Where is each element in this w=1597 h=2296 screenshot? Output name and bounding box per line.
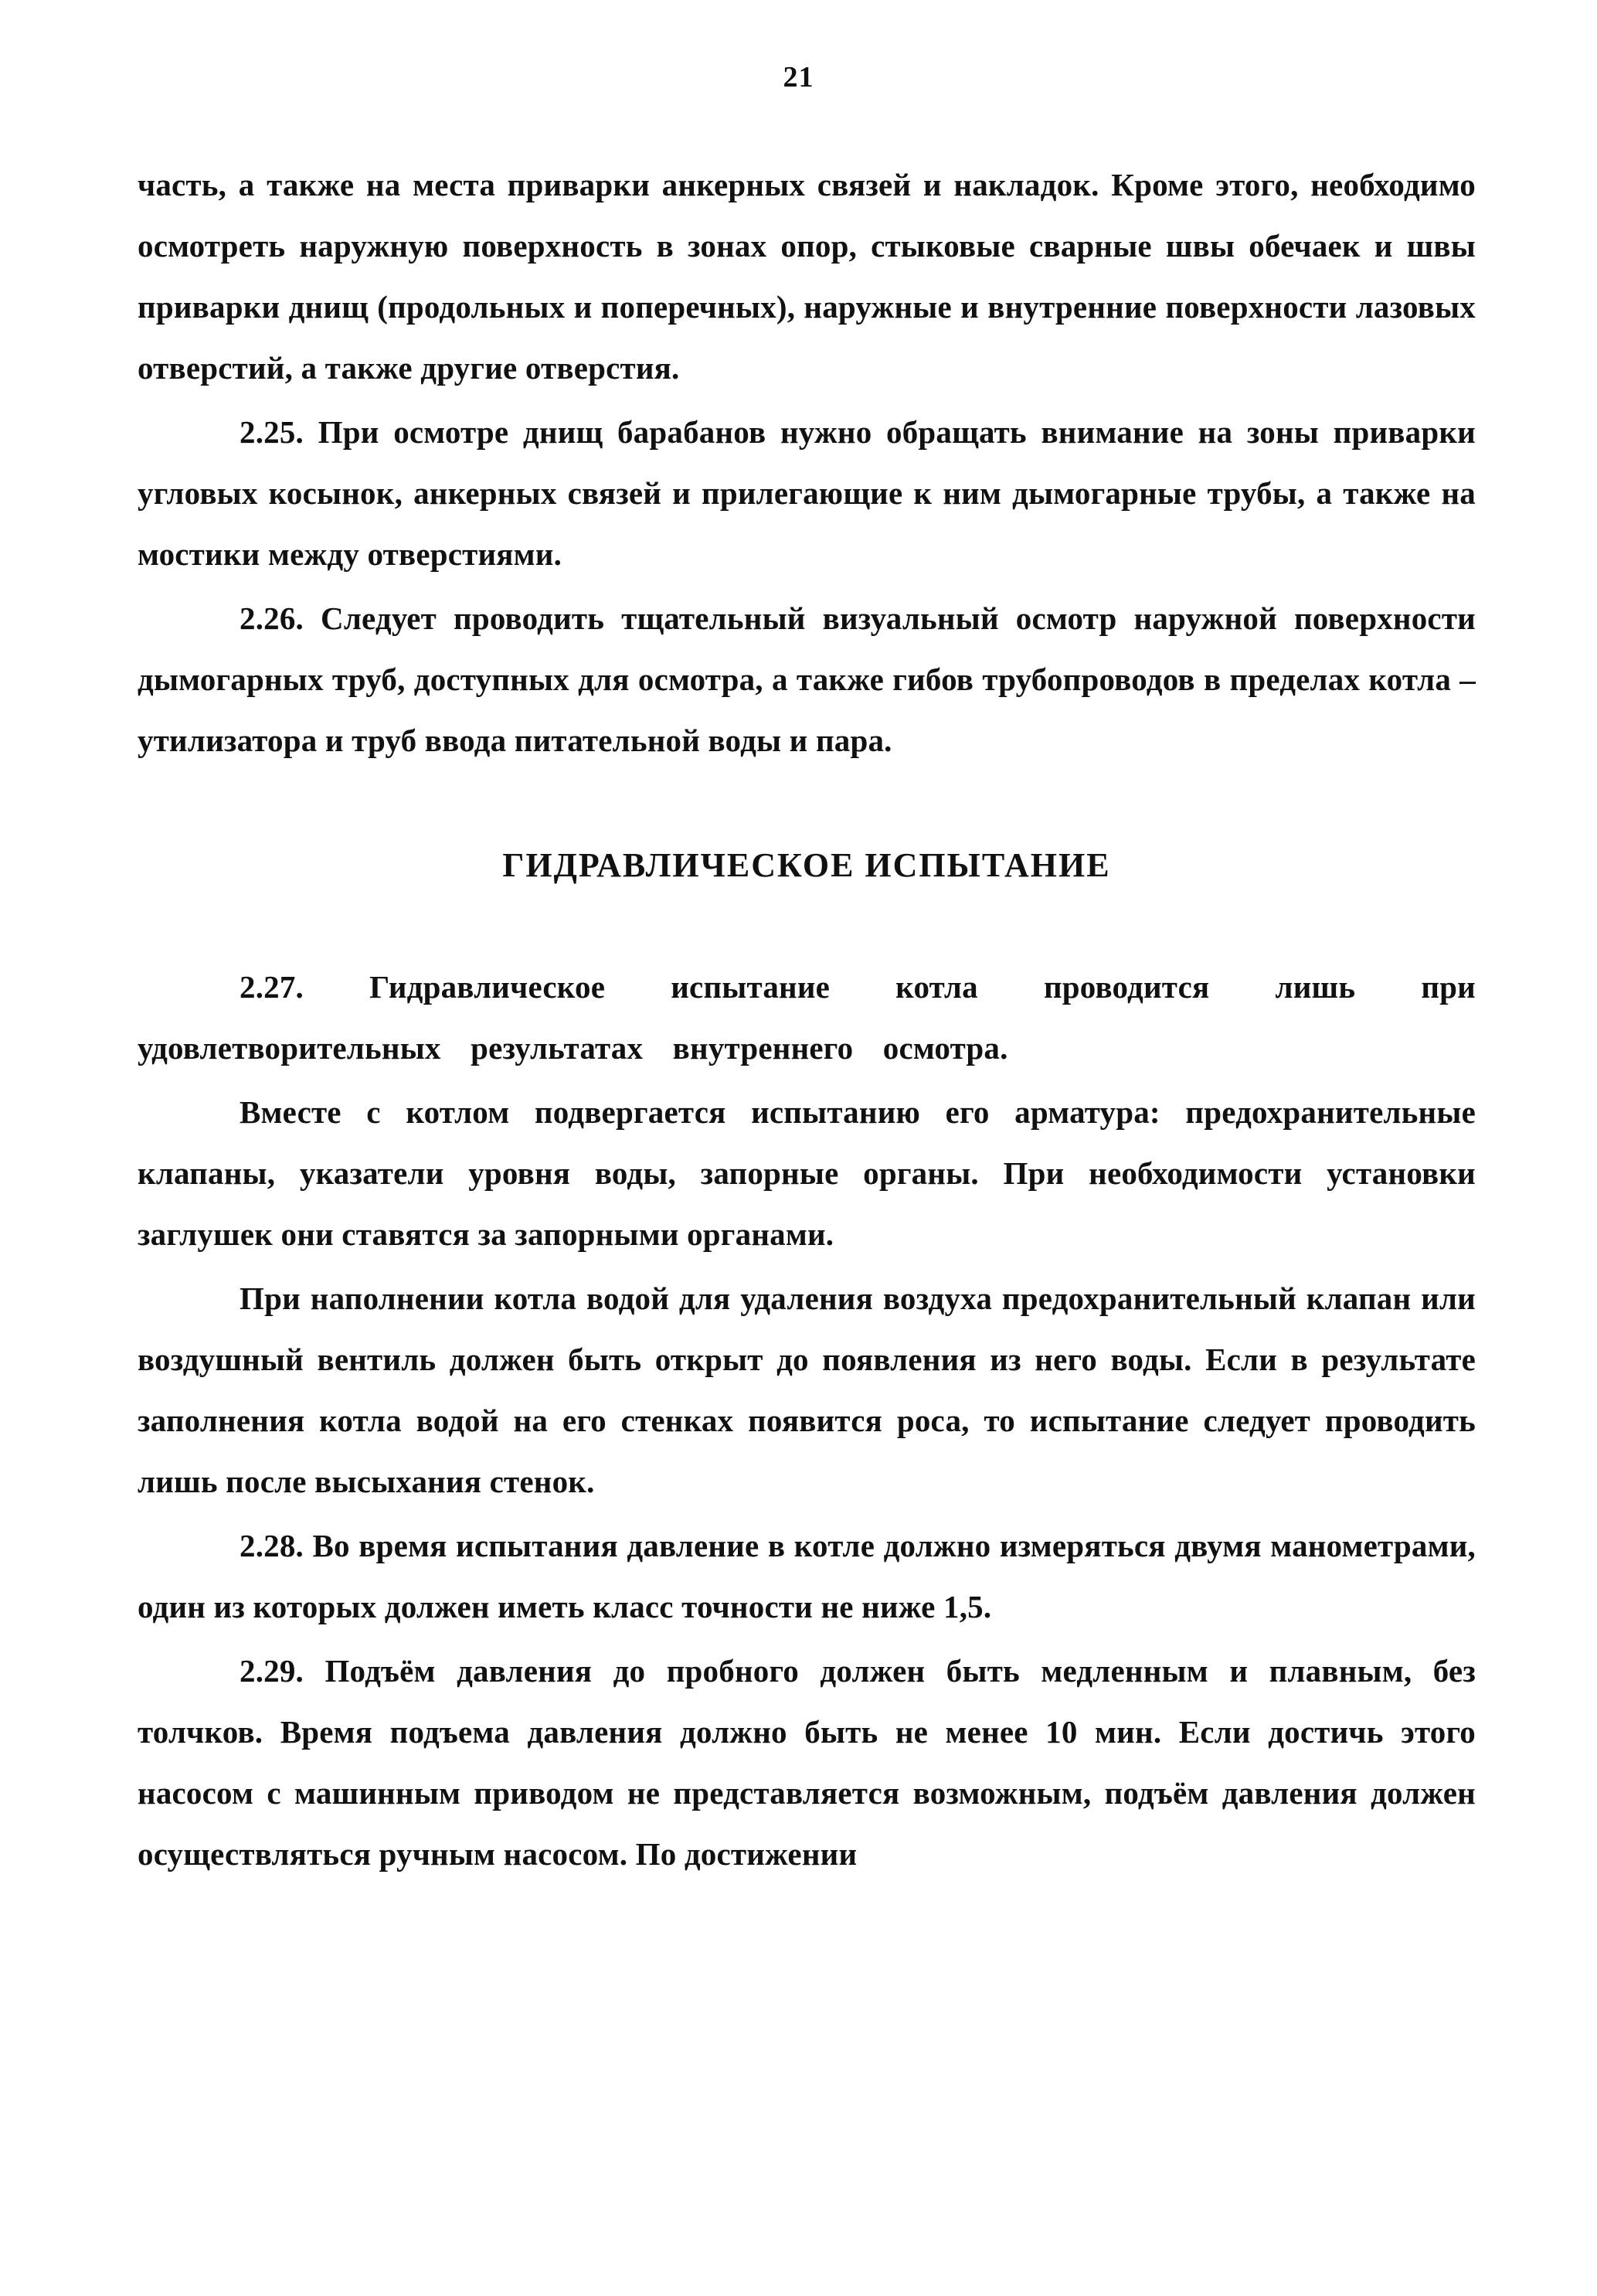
paragraph-2-27: 2.27. Гидравлическое испытание котла проводится лишь при удовлетворительных результатах внутреннего осмотра. — [138, 969, 1476, 1066]
paragraph-2-25: 2.25. При осмотре днищ барабанов нужно обращать внимание на зоны приварки угловых косынок, анкерных связей и прилегающие к ним дымогарные трубы, а также на мостики между отверстиями. — [138, 414, 1476, 572]
paragraph-armature: Вместе с котлом подвергается испытанию его арматура: предохранительные клапаны, указатели уровня воды, запорные органы. При необходимости установки заглушек они ставятся за запорными органами. — [138, 1094, 1476, 1252]
document-body — [138, 155, 1476, 1885]
section-heading: ГИДРАВЛИЧЕСКОЕ ИСПЫТАНИЕ — [502, 846, 1111, 884]
paragraph-2-26: 2.26. Следует проводить тщательный визуальный осмотр наружной поверхности дымогарных труб, доступных для осмотра, а также гибов трубопроводов в пределах котла – утилизатора и труб ввода питательной воды и пара. — [138, 600, 1476, 758]
paragraph-filling: При наполнении котла водой для удаления воздуха предохранительный клапан или воздушный вентиль должен быть открыт до появления из него воды. Если в результате заполнения котла водой на его стенках появится роса, то испытание следует проводить лишь после высыхания стенок. — [138, 1281, 1476, 1499]
page-number: 21 — [783, 61, 814, 94]
paragraph-continuation: часть, а также на места приварки анкерных связей и накладок. Кроме этого, необходимо осмотреть наружную поверхность в зонах опор, стыковые сварные швы обечаек и швы приварки днищ (продольных и поперечных), наружные и внутренние поверхности лазовых отверстий, а также другие отверстия. — [138, 167, 1476, 386]
paragraph-2-28: 2.28. Во время испытания давление в котле должно измеряться двумя манометрами, один из которых должен иметь класс точности не ниже 1,5. — [138, 1528, 1476, 1624]
paragraph-2-29: 2.29. Подъём давления до пробного должен быть медленным и плавным, без толчков. Время подъема давления должно быть не менее 10 мин. Если достичь этого насосом с машинным приводом не представляется возможным, подъём давления должен осуществляться ручным насосом. По достижении — [138, 1653, 1476, 1872]
